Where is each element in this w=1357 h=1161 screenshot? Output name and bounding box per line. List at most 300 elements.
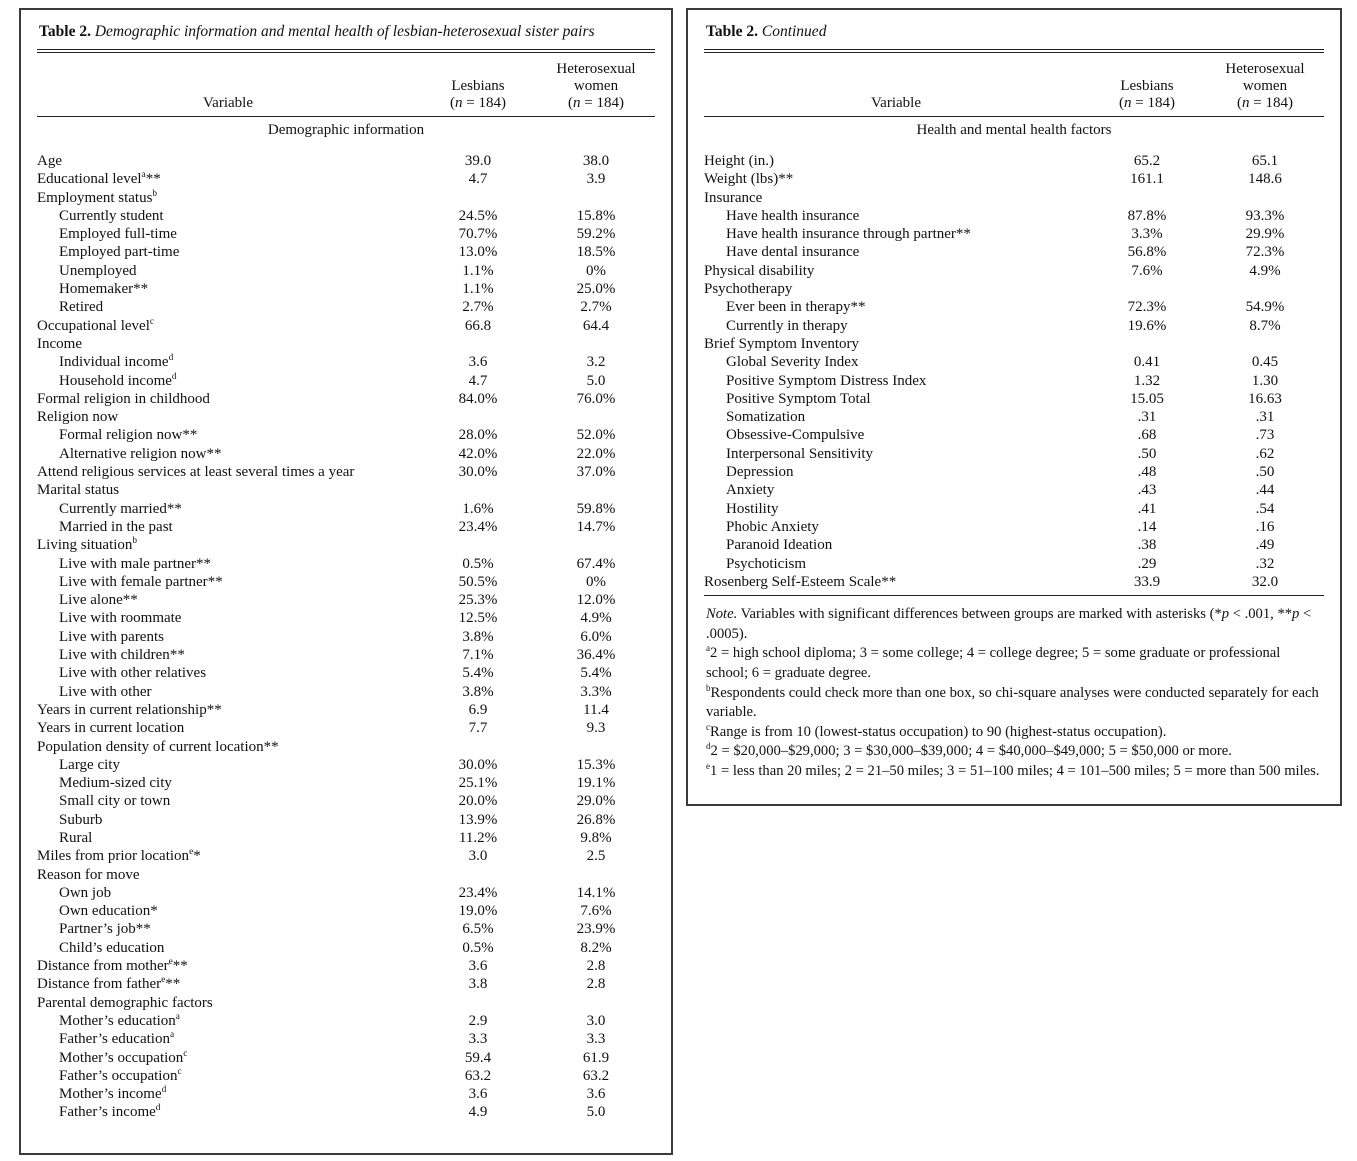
- cell-lesbians: 3.3%: [1131, 226, 1163, 243]
- cell-heterosexual: 2.5: [586, 848, 606, 865]
- row-label: Parental demographic factors: [37, 994, 213, 1011]
- row-label: Father’s occupation$^c$: [59, 1066, 182, 1084]
- cell-heterosexual: 3.0: [586, 1012, 606, 1029]
- cell-heterosexual: [537, 408, 655, 426]
- table-row: [37, 262, 655, 280]
- row-label: Years in current relationship**: [37, 701, 222, 718]
- cell-lesbians: 39.0: [464, 153, 492, 169]
- cell-lesbians: 1.1%: [462, 262, 494, 279]
- row-label: Educational level$^a$**: [37, 170, 161, 188]
- cell-heterosexual: [537, 866, 655, 884]
- footnote-marker: d: [155, 1103, 161, 1114]
- cell-lesbians: [419, 536, 537, 554]
- header-lesbians-n: (n = 184): [1119, 95, 1175, 111]
- cell-heterosexual: 4.9%: [580, 610, 612, 627]
- cell-heterosexual: 7.6%: [580, 903, 612, 920]
- row-label: Population density of current location**: [37, 738, 279, 755]
- table-row: [37, 591, 655, 609]
- cell-lesbians: .38: [1137, 537, 1157, 554]
- row-label: Attend religious services at least several times a year: [37, 464, 355, 481]
- row-label: Religion now: [37, 409, 119, 426]
- row-label: Psychoticism: [726, 555, 807, 572]
- row-label: Phobic Anxiety: [726, 518, 819, 535]
- note-line: $^d$2 = $20,000–$29,000; 3 = $30,000–$39,000; 4 = $40,000–$49,000; 5 = $50,000 or more.: [706, 741, 1232, 760]
- cell-heterosexual: 52.0%: [576, 427, 616, 444]
- cell-lesbians: 15.05: [1130, 390, 1164, 407]
- header-lesbians-label: Lesbians: [1120, 78, 1174, 94]
- row-label: Miles from prior location$^e$*: [37, 847, 201, 865]
- row-label: Live with parents: [59, 628, 164, 645]
- cell-lesbians: 1.32: [1133, 372, 1161, 389]
- table-row: [704, 317, 1324, 335]
- footer-rule: [704, 595, 1324, 596]
- row-label: Father’s education$^a$: [59, 1030, 175, 1048]
- row-label: Anxiety: [726, 482, 775, 499]
- note-line: $^a$2 = high school diploma; 3 = some college; 4 = college degree; 5 = some graduate or professional school; 6 = graduate degree.: [706, 643, 1281, 681]
- table-row: [704, 555, 1324, 573]
- row-label: Unemployed: [59, 262, 137, 279]
- cell-heterosexual: 8.7%: [1249, 317, 1281, 334]
- cell-lesbians: [419, 866, 537, 884]
- header-variable: Variable: [871, 95, 921, 111]
- row-label: Medium-sized city: [59, 775, 172, 792]
- cell-lesbians: .31: [1137, 409, 1157, 426]
- cell-heterosexual: [537, 536, 655, 554]
- cell-lesbians: 6.9: [468, 701, 488, 718]
- table-row: [704, 445, 1324, 463]
- cell-heterosexual: 6.0%: [580, 628, 612, 645]
- cell-lesbians: 0.5%: [462, 939, 494, 956]
- cell-lesbians: 1.1%: [462, 281, 494, 298]
- row-label: Reason for move: [37, 866, 140, 883]
- cell-heterosexual: 3.3%: [580, 683, 612, 700]
- note-line: $^b$Respondents could check more than one box, so chi-square analyses were conducted separately for each variable.: [706, 682, 1319, 721]
- footnote-marker: c: [149, 316, 155, 327]
- table-title: [37, 20, 655, 49]
- cell-lesbians: 19.6%: [1127, 317, 1167, 334]
- cell-lesbians: 63.2: [464, 1067, 492, 1084]
- table-number: Table 2.: [39, 23, 91, 40]
- cell-lesbians: 0.41: [1133, 354, 1161, 371]
- row-label: Live alone**: [59, 592, 138, 609]
- table-row: [37, 792, 655, 810]
- row-label: Income: [37, 335, 82, 352]
- table-row: [704, 500, 1324, 518]
- row-label: Suburb: [59, 811, 103, 828]
- table-row: [37, 189, 655, 207]
- table-row: [37, 500, 655, 518]
- cell-lesbians: 6.5%: [462, 921, 494, 938]
- cell-lesbians: 3.8: [468, 976, 488, 993]
- row-label: Occupational level$^c$: [37, 316, 155, 334]
- column-header-row: [704, 53, 1324, 116]
- cell-lesbians: 3.6: [468, 1086, 488, 1103]
- table-row: [37, 920, 655, 938]
- cell-heterosexual: 36.4%: [576, 647, 616, 664]
- row-label: Positive Symptom Total: [726, 390, 871, 407]
- row-label: Distance from mother$^e$**: [37, 957, 188, 975]
- cell-lesbians: 84.0%: [458, 390, 498, 407]
- cell-lesbians: 19.0%: [458, 903, 498, 920]
- row-label: Formal religion in childhood: [37, 390, 210, 407]
- cell-lesbians: 3.8%: [462, 628, 494, 645]
- cell-heterosexual: [537, 994, 655, 1012]
- cell-lesbians: 4.7: [468, 171, 488, 188]
- cell-heterosexual: 3.2: [586, 354, 606, 371]
- cell-lesbians: 25.1%: [458, 775, 498, 792]
- table-row: [704, 243, 1324, 261]
- cell-heterosexual: .50: [1255, 464, 1275, 481]
- cell-lesbians: 0.5%: [462, 555, 494, 572]
- cell-lesbians: 4.7: [468, 372, 488, 389]
- cell-lesbians: .14: [1137, 518, 1157, 535]
- row-label: Age: [37, 153, 62, 169]
- row-label: Insurance: [704, 189, 763, 206]
- cell-heterosexual: 5.0: [586, 372, 606, 389]
- cell-heterosexual: 3.3: [586, 1031, 606, 1048]
- table-caption: Continued: [761, 23, 827, 40]
- cell-heterosexual: 32.0: [1251, 573, 1279, 590]
- table-row: [37, 280, 655, 298]
- header-heterosexual-line1: Heterosexual: [1225, 61, 1305, 77]
- row-label: Brief Symptom Inventory: [704, 335, 859, 352]
- header-heterosexual-line1: Heterosexual: [556, 61, 636, 77]
- footnote-marker: e: [168, 957, 173, 968]
- cell-lesbians: 1.6%: [462, 500, 494, 517]
- footnote-marker: a: [175, 1011, 180, 1022]
- cell-heterosexual: 3.9: [586, 171, 606, 188]
- table-row: [37, 1067, 655, 1085]
- cell-lesbians: 7.7: [468, 720, 488, 737]
- table-row: [704, 408, 1324, 426]
- cell-lesbians: 2.9: [468, 1012, 488, 1029]
- row-label: Currently married**: [59, 500, 182, 517]
- cell-heterosexual: [537, 481, 655, 499]
- table-row: [37, 664, 655, 682]
- cell-lesbians: 25.3%: [458, 592, 498, 609]
- row-label: Obsessive-Compulsive: [726, 427, 865, 444]
- footnote-marker: e: [161, 975, 166, 986]
- cell-lesbians: 3.8%: [462, 683, 494, 700]
- table-row: [37, 536, 655, 554]
- cell-lesbians: 56.8%: [1127, 244, 1167, 261]
- cell-heterosexual: 38.0: [582, 153, 610, 169]
- table-row: [704, 189, 1324, 207]
- table-row: [704, 518, 1324, 536]
- table-row: [704, 152, 1324, 170]
- footnote-marker: d: [161, 1085, 167, 1096]
- footnote-marker: e: [189, 847, 194, 858]
- column-header-row: [37, 53, 655, 116]
- cell-heterosexual: [537, 189, 655, 207]
- cell-heterosexual: 8.2%: [580, 939, 612, 956]
- cell-heterosexual: 0%: [586, 262, 606, 279]
- header-heterosexual-line2: women: [1242, 78, 1288, 94]
- row-label: Child’s education: [59, 939, 165, 956]
- cell-heterosexual: 2.8: [586, 976, 606, 993]
- header-heterosexual-line2: women: [573, 78, 619, 94]
- row-label: Retired: [59, 299, 104, 316]
- cell-lesbians: .68: [1137, 427, 1157, 444]
- cell-heterosexual: 14.7%: [576, 518, 616, 535]
- cell-heterosexual: 14.1%: [576, 884, 616, 901]
- cell-lesbians: 59.4: [464, 1049, 492, 1066]
- cell-heterosexual: 64.4: [582, 317, 610, 334]
- cell-lesbians: 2.7%: [462, 299, 494, 316]
- table-row: [37, 994, 655, 1012]
- cell-heterosexual: 72.3%: [1245, 244, 1285, 261]
- row-label: Own job: [59, 884, 112, 901]
- table-row: [37, 335, 655, 353]
- row-label: Mother’s occupation$^c$: [59, 1048, 188, 1066]
- table-number: Table 2.: [706, 23, 758, 40]
- row-label: Have dental insurance: [726, 244, 860, 261]
- table-row: [37, 975, 655, 993]
- cell-lesbians: [1088, 280, 1206, 298]
- table-row: [37, 939, 655, 957]
- table-row: [37, 811, 655, 829]
- table-notes: [704, 605, 1324, 781]
- section-header-health: Health and mental health factors: [916, 122, 1112, 138]
- cell-lesbians: 20.0%: [458, 793, 498, 810]
- cell-heterosexual: 25.0%: [576, 281, 616, 298]
- row-label: Large city: [59, 756, 120, 773]
- row-label: Live with children**: [59, 647, 185, 664]
- table-row: [704, 481, 1324, 499]
- footnote-marker: a: [141, 170, 146, 181]
- table-row: [37, 847, 655, 865]
- row-label: Employed part-time: [59, 244, 180, 261]
- cell-heterosexual: 29.9%: [1245, 226, 1285, 243]
- cell-heterosexual: 65.1: [1251, 153, 1279, 169]
- footnote-marker: b: [152, 188, 158, 199]
- row-label: Positive Symptom Distress Index: [726, 372, 927, 389]
- table-title: [704, 20, 1324, 49]
- table-row: [37, 390, 655, 408]
- footnote-marker: b: [132, 536, 138, 547]
- cell-heterosexual: 22.0%: [576, 445, 616, 462]
- header-heterosexual-n: (n = 184): [568, 95, 624, 111]
- cell-lesbians: 4.9: [468, 1104, 488, 1121]
- cell-lesbians: 3.0: [468, 848, 488, 865]
- row-label: Psychotherapy: [704, 281, 793, 298]
- table-row: [37, 1103, 655, 1121]
- table-row: [37, 957, 655, 975]
- row-label: Individual income$^d$: [59, 353, 174, 371]
- row-label: Live with female partner**: [59, 573, 223, 590]
- cell-heterosexual: 4.9%: [1249, 262, 1281, 279]
- cell-heterosexual: 2.7%: [580, 299, 612, 316]
- footnote-marker: d: [171, 371, 177, 382]
- table-row: [704, 463, 1324, 481]
- row-label: Physical disability: [704, 262, 815, 279]
- cell-lesbians: 24.5%: [458, 207, 498, 224]
- table-row: [37, 866, 655, 884]
- header-variable: Variable: [203, 95, 253, 111]
- table-row: [37, 573, 655, 591]
- table-row: [37, 298, 655, 316]
- cell-heterosexual: .32: [1255, 555, 1275, 572]
- cell-lesbians: [1088, 335, 1206, 353]
- cell-lesbians: 23.4%: [458, 518, 498, 535]
- table-row: [37, 829, 655, 847]
- cell-heterosexual: .73: [1255, 427, 1275, 444]
- row-label: Have health insurance through partner**: [726, 226, 971, 243]
- cell-lesbians: 30.0%: [458, 464, 498, 481]
- cell-lesbians: 65.2: [1133, 153, 1161, 169]
- cell-lesbians: .29: [1137, 555, 1157, 572]
- cell-heterosexual: 9.8%: [580, 829, 612, 846]
- table-row: [37, 1049, 655, 1067]
- table-row: [704, 372, 1324, 390]
- cell-heterosexual: 0%: [586, 573, 606, 590]
- table-row: [704, 262, 1324, 280]
- cell-heterosexual: 18.5%: [576, 244, 616, 261]
- cell-heterosexual: 63.2: [582, 1067, 610, 1084]
- table-row: [37, 426, 655, 444]
- row-label: Alternative religion now**: [59, 445, 222, 462]
- cell-lesbians: 12.5%: [458, 610, 498, 627]
- row-label: Live with other: [59, 683, 152, 700]
- row-label: Years in current location: [37, 720, 185, 737]
- row-label: Paranoid Ideation: [726, 537, 833, 554]
- table-row: [37, 225, 655, 243]
- table-row: [704, 280, 1324, 298]
- row-label: Married in the past: [59, 518, 173, 535]
- cell-heterosexual: 19.1%: [576, 775, 616, 792]
- table-row: [37, 1030, 655, 1048]
- cell-heterosexual: .31: [1255, 409, 1275, 426]
- table-row: [37, 628, 655, 646]
- table-row: [37, 353, 655, 371]
- cell-heterosexual: [1206, 189, 1324, 207]
- table-row: [37, 756, 655, 774]
- cell-lesbians: 30.0%: [458, 756, 498, 773]
- cell-heterosexual: .62: [1255, 445, 1275, 462]
- row-label: Homemaker**: [59, 281, 149, 298]
- table-row: [704, 573, 1324, 591]
- table-caption: Demographic information and mental health of lesbian-heterosexual sister pairs: [94, 23, 595, 40]
- table-row: [704, 536, 1324, 554]
- table-row: [37, 372, 655, 390]
- header-heterosexual-n: (n = 184): [1237, 95, 1293, 111]
- cell-lesbians: 3.6: [468, 958, 488, 975]
- cell-heterosexual: 5.4%: [580, 665, 612, 682]
- row-label: Currently in therapy: [726, 317, 848, 334]
- cell-heterosexual: 15.3%: [576, 756, 616, 773]
- cell-heterosexual: [537, 335, 655, 353]
- row-label: Live with male partner**: [59, 555, 212, 572]
- cell-heterosexual: 15.8%: [576, 207, 616, 224]
- row-label: Have health insurance: [726, 207, 860, 224]
- row-label: Employed full-time: [59, 226, 177, 243]
- cell-lesbians: 70.7%: [458, 226, 498, 243]
- table-row: [37, 1085, 655, 1103]
- cell-heterosexual: 37.0%: [576, 464, 616, 481]
- cell-heterosexual: 5.0: [586, 1104, 606, 1121]
- cell-heterosexual: .49: [1255, 537, 1275, 554]
- cell-lesbians: 72.3%: [1127, 299, 1167, 316]
- cell-lesbians: 7.6%: [1131, 262, 1163, 279]
- cell-heterosexual: 59.8%: [576, 500, 616, 517]
- cell-heterosexual: 1.30: [1251, 372, 1279, 389]
- row-label: Small city or town: [59, 793, 171, 810]
- cell-heterosexual: [1206, 335, 1324, 353]
- cell-heterosexual: 67.4%: [576, 555, 616, 572]
- cell-heterosexual: 9.3: [586, 720, 606, 737]
- table-row: [37, 683, 655, 701]
- table-row: [37, 902, 655, 920]
- table-row: [704, 426, 1324, 444]
- cell-lesbians: [419, 994, 537, 1012]
- cell-lesbians: 42.0%: [458, 445, 498, 462]
- cell-lesbians: 3.3: [468, 1031, 488, 1048]
- cell-heterosexual: 16.63: [1248, 390, 1282, 407]
- table-row: [37, 1012, 655, 1030]
- table-row: [704, 298, 1324, 316]
- table-row: [37, 518, 655, 536]
- row-label: Formal religion now**: [59, 427, 198, 444]
- cell-heterosexual: 12.0%: [576, 592, 616, 609]
- table-row: [37, 609, 655, 627]
- table-row: [704, 225, 1324, 243]
- header-lesbians: [419, 78, 537, 112]
- cell-lesbians: [419, 335, 537, 353]
- row-label: Employment status$^b$: [37, 188, 158, 206]
- table-row: [704, 170, 1324, 188]
- cell-heterosexual: 93.3%: [1245, 207, 1285, 224]
- cell-heterosexual: 2.8: [586, 958, 606, 975]
- row-label: Global Severity Index: [726, 354, 859, 371]
- table-row: [37, 555, 655, 573]
- table-body-health: [704, 152, 1324, 591]
- header-lesbians-n: (n = 184): [450, 95, 506, 111]
- cell-lesbians: 50.5%: [458, 573, 498, 590]
- table-row: [37, 774, 655, 792]
- row-label: Rosenberg Self-Esteem Scale**: [704, 573, 897, 590]
- cell-lesbians: [419, 408, 537, 426]
- cell-heterosexual: 76.0%: [576, 390, 616, 407]
- note-line: $^e$1 = less than 20 miles; 2 = 21–50 miles; 3 = 51–100 miles; 4 = 101–500 miles; 5 = more than 500 miles.: [706, 761, 1320, 779]
- row-label: Depression: [726, 464, 794, 481]
- cell-lesbians: [419, 189, 537, 207]
- cell-lesbians: 23.4%: [458, 884, 498, 901]
- row-label: Marital status: [37, 482, 120, 499]
- cell-lesbians: [1088, 189, 1206, 207]
- table-row: [37, 701, 655, 719]
- cell-heterosexual: [537, 738, 655, 756]
- cell-heterosexual: 0.45: [1251, 354, 1279, 371]
- footnote-marker: d: [168, 353, 174, 364]
- note-line: Note. Variables with significant differences between groups are marked with asterisks (*p < .001, **p < .0005).: [706, 606, 1312, 642]
- table-row: [704, 335, 1324, 353]
- cell-lesbians: 13.0%: [458, 244, 498, 261]
- cell-lesbians: .48: [1137, 464, 1157, 481]
- cell-heterosexual: [1206, 280, 1324, 298]
- cell-heterosexual: .54: [1255, 500, 1275, 517]
- row-label: Ever been in therapy**: [726, 299, 866, 316]
- row-label: Currently student: [59, 207, 164, 224]
- row-label: Height (in.): [704, 153, 774, 169]
- header-lesbians: [1088, 78, 1206, 112]
- table-row: [37, 408, 655, 426]
- note-line: $^c$Range is from 10 (lowest-status occupation) to 90 (highest-status occupation).: [706, 721, 1167, 740]
- row-label: Mother’s income$^d$: [59, 1085, 167, 1103]
- cell-lesbians: 33.9: [1133, 573, 1161, 590]
- table-row: [37, 207, 655, 225]
- table-row: [704, 390, 1324, 408]
- cell-heterosexual: 11.4: [583, 701, 609, 718]
